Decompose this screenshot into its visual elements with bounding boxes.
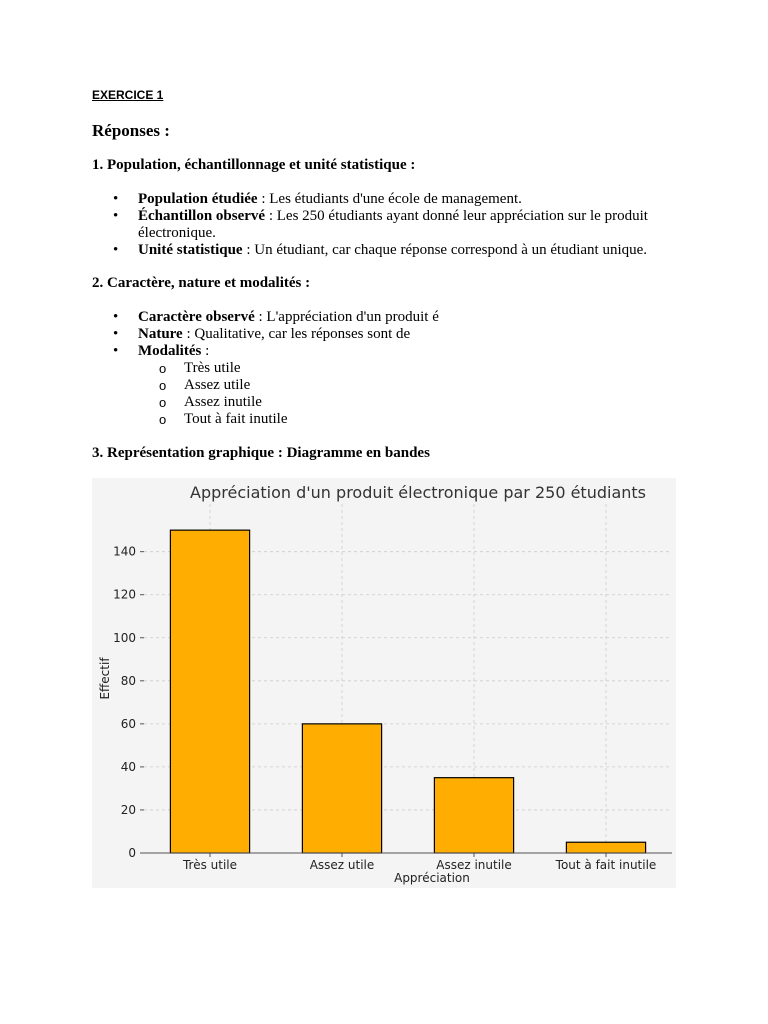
section-1-heading: 1. Population, échantillonnage et unité statistique : bbox=[92, 157, 416, 173]
bullet-icon: • bbox=[113, 191, 119, 207]
circle-bullet-icon: o bbox=[159, 412, 167, 427]
y-tick-label: 120 bbox=[113, 587, 136, 602]
bar bbox=[302, 724, 381, 853]
x-tick-label: Très utile bbox=[182, 858, 238, 872]
modality-item bbox=[0, 411, 724, 428]
item-text: : Un étudiant, car chaque réponse correspond à un étudiant unique. bbox=[242, 242, 648, 258]
bullet-icon: • bbox=[113, 208, 119, 224]
x-tick-label: Tout à fait inutile bbox=[555, 858, 657, 872]
list-item bbox=[0, 242, 678, 259]
list-item bbox=[0, 309, 678, 326]
y-tick-label: 80 bbox=[120, 673, 136, 688]
y-tick-label: 0 bbox=[128, 846, 136, 860]
item-term: Modalités bbox=[138, 343, 202, 359]
x-axis-label: Appréciation bbox=[394, 871, 470, 885]
bar bbox=[434, 778, 513, 853]
modality-item bbox=[0, 360, 724, 377]
y-axis-label: Effectif bbox=[98, 657, 112, 700]
y-tick-label: 140 bbox=[113, 544, 136, 559]
y-tick-label: 40 bbox=[120, 759, 136, 774]
y-tick-label: 20 bbox=[120, 802, 136, 817]
list-item bbox=[0, 208, 678, 242]
chart-title: Appréciation d'un produit électronique par 250 étudiants bbox=[190, 483, 646, 502]
circle-bullet-icon: o bbox=[159, 361, 167, 376]
list-item bbox=[0, 326, 678, 343]
y-tick-label: 100 bbox=[113, 630, 136, 645]
item-text: : Qualitative, car les réponses sont de bbox=[182, 326, 411, 342]
list-item bbox=[0, 191, 678, 208]
modalities-list bbox=[0, 360, 724, 428]
x-tick-label: Assez inutile bbox=[436, 858, 512, 872]
bullet-icon: • bbox=[113, 242, 119, 258]
bar-chart-svg bbox=[92, 478, 676, 888]
modality-label: Tout à fait inutile bbox=[184, 411, 288, 427]
modality-label: Assez inutile bbox=[184, 394, 262, 410]
bar bbox=[566, 842, 645, 853]
y-tick-label: 60 bbox=[120, 716, 136, 731]
bullet-icon: • bbox=[113, 326, 119, 342]
section-2-heading: 2. Caractère, nature et modalités : bbox=[92, 275, 311, 291]
circle-bullet-icon: o bbox=[159, 395, 167, 410]
modality-label: Assez utile bbox=[184, 377, 251, 393]
bullet-icon: • bbox=[113, 343, 119, 359]
exercise-title: EXERCICE 1 bbox=[92, 88, 164, 102]
bar-chart bbox=[92, 478, 676, 888]
item-term: Caractère observé bbox=[138, 309, 255, 325]
x-tick-label: Assez utile bbox=[309, 858, 375, 872]
item-text: : L'appréciation d'un produit é bbox=[254, 309, 439, 325]
item-text: : Les étudiants d'une école de management. bbox=[257, 191, 522, 207]
section-2-list bbox=[0, 309, 678, 360]
item-term: Unité statistique bbox=[138, 242, 243, 258]
circle-bullet-icon: o bbox=[159, 378, 167, 393]
item-text: : Les 250 étudiants ayant donné leur appréciation sur le produit électronique. bbox=[138, 208, 648, 241]
modality-item bbox=[0, 377, 724, 394]
section-3-heading: 3. Représentation graphique : Diagramme en bandes bbox=[92, 445, 430, 461]
item-text: : bbox=[201, 343, 210, 359]
modality-label: Très utile bbox=[184, 360, 241, 376]
list-item bbox=[0, 343, 678, 360]
item-term: Échantillon observé bbox=[138, 208, 266, 224]
bullet-icon: • bbox=[113, 309, 119, 325]
section-1-list bbox=[0, 191, 678, 259]
modality-item bbox=[0, 394, 724, 411]
item-term: Nature bbox=[138, 326, 183, 342]
item-term: Population étudiée bbox=[138, 191, 258, 207]
responses-title: Réponses : bbox=[92, 121, 170, 140]
bar bbox=[170, 530, 249, 853]
